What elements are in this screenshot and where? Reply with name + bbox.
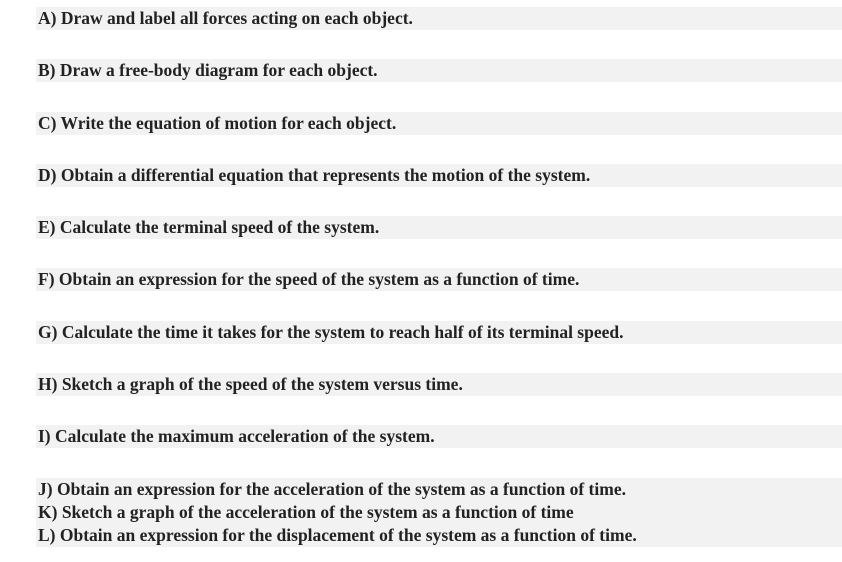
question-b-text: B) Draw a free-body diagram for each object. [38, 60, 378, 80]
question-c [36, 112, 842, 135]
question-a [36, 7, 842, 30]
question-f [36, 268, 842, 291]
question-i-text: I) Calculate the maximum acceleration of the system. [38, 426, 435, 446]
question-f-text: F) Obtain an expression for the speed of the system as a function of time. [38, 269, 580, 289]
question-group-jkl [36, 478, 842, 547]
question-j-text: J) Obtain an expression for the acceleration of the system as a function of time. [38, 479, 626, 499]
question-e-text: E) Calculate the terminal speed of the system. [38, 217, 380, 237]
question-g [36, 321, 842, 344]
question-k-text: K) Sketch a graph of the acceleration of the system as a function of time [38, 502, 574, 522]
question-i [36, 425, 842, 448]
question-g-text: G) Calculate the time it takes for the system to reach half of its terminal speed. [38, 322, 624, 342]
question-a-text: A) Draw and label all forces acting on each object. [38, 8, 413, 28]
question-c-text: C) Write the equation of motion for each object. [38, 113, 397, 133]
question-d-text: D) Obtain a differential equation that represents the motion of the system. [38, 165, 591, 185]
question-b [36, 59, 842, 82]
question-h [36, 373, 842, 396]
question-h-text: H) Sketch a graph of the speed of the system versus time. [38, 374, 463, 394]
question-e [36, 216, 842, 239]
question-l-text: L) Obtain an expression for the displacement of the system as a function of time. [38, 525, 637, 545]
question-d [36, 164, 842, 187]
